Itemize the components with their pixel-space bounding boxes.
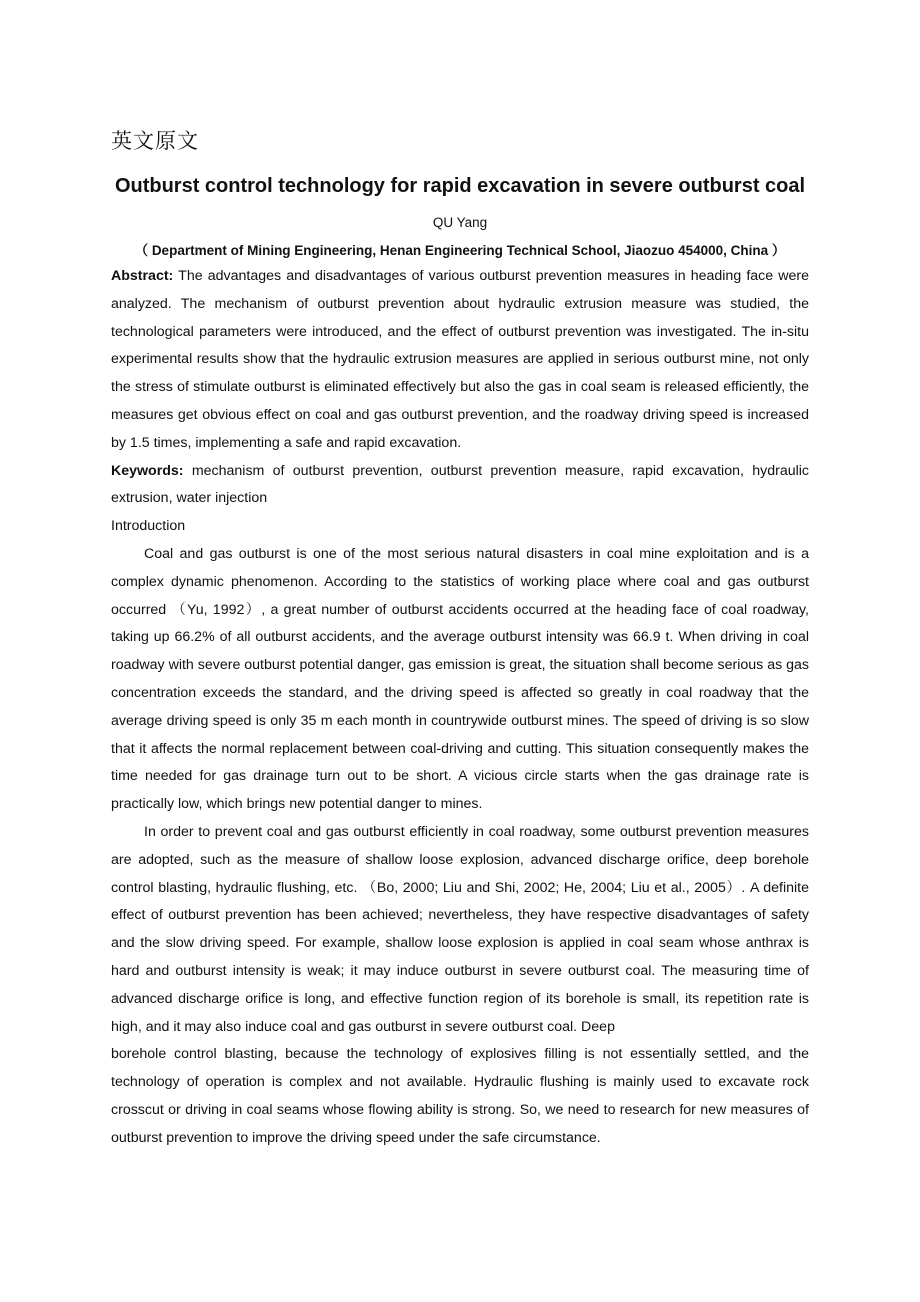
abstract-paragraph — [111, 263, 809, 458]
body-paragraph-continuation: borehole control blasting, because the technology of explosives filling is not essentially settled, and the technology of operation is complex and not available. Hydraulic flushing is mainly used to excavate rock crosscut or driving in coal seams whose flowing ability is strong. So, we need to research for new measures of outburst prevention to improve the driving speed under the safe circumstance. — [111, 1046, 809, 1146]
keywords-text: mechanism of outburst prevention, outburst prevention measure, rapid excavation, hydraulic extrusion, water injection — [111, 462, 809, 507]
keywords-label: Keywords: — [111, 462, 184, 479]
body-paragraph: Coal and gas outburst is one of the most serious natural disasters in coal mine exploitation and is a complex dynamic phenomenon. According to the statistics of working place where coal and gas outburst occurred （Yu, 1992）, a great number of outburst accidents occurred at the heading face of coal roadway, taking up 66.2% of all outburst accidents, and the average outburst intensity was 66.9 t. When driving in coal roadway with severe outburst potential danger, gas emission is great, the situation shall become serious as gas concentration exceeds the standard, and the driving speed is affected so greatly in coal roadway that the average driving speed is only 35 m each month in countrywide outburst mines. The speed of driving is so slow that it affects the normal replacement between coal-driving and cutting. This situation consequently makes the time needed for gas drainage turn out to be short. A vicious circle starts when the gas drainage rate is practically low, which brings new potential danger to mines. — [111, 545, 809, 813]
section-heading-introduction: Introduction — [111, 518, 186, 535]
author-affiliation: （ Department of Mining Engineering, Henan Engineering Technical School, Jiaozuo 454000, China ） — [134, 243, 786, 258]
body-text — [111, 263, 809, 1153]
paper-title: Outburst control technology for rapid excavation in severe outburst coal — [114, 175, 806, 197]
body-paragraph: In order to prevent coal and gas outburst efficiently in coal roadway, some outburst prevention measures are adopted, such as the measure of shallow loose explosion, advanced discharge orifice, deep borehole control blasting, hydraulic flushing, etc. （Bo, 2000; Liu and Shi, 2002; He, 2004; Liu et al., 2005）. A definite effect of outburst prevention has been achieved; nevertheless, they have respective disadvantages of safety and the slow driving speed. For example, shallow loose explosion is applied in coal seam whose anthrax is hard and outburst intensity is weak; it may induce outburst in severe outburst coal. The measuring time of advanced discharge orifice is long, and effective function region of its borehole is small, its repetition rate is high, and it may also induce coal and gas outburst in severe outburst coal. Deep — [111, 823, 809, 1035]
abstract-text: The advantages and disadvantages of various outburst prevention measures in heading face were analyzed. The mechanism of outburst prevention about hydraulic extrusion measure was studied, the technological parameters were introduced, and the effect of outburst prevention was investigated. The in-situ experimental results show that the hydraulic extrusion measures are applied in serious outburst mine, not only the stress of stimulate outburst is eliminated effectively but also the gas in coal seam is released efficiently, the measures get obvious effect on coal and gas outburst prevention, and the roadway driving speed is increased by 1.5 times, implementing a safe and rapid excavation. — [111, 268, 810, 451]
abstract-label: Abstract: — [111, 268, 174, 284]
keywords-paragraph — [111, 458, 809, 514]
chinese-heading: 英文原文 — [111, 129, 199, 153]
author-name: QU Yang — [432, 215, 488, 230]
